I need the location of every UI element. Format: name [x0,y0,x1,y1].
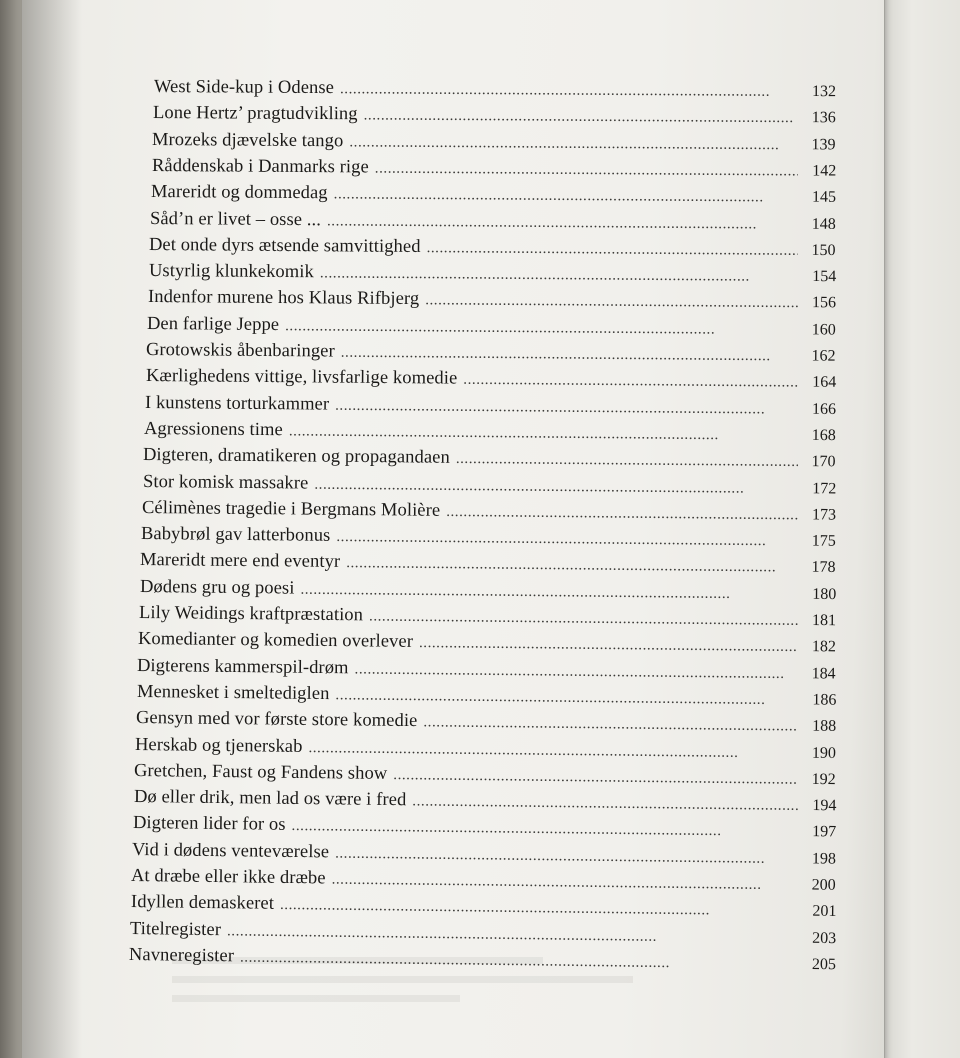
toc-entry-title: Grotowskis åbenbaringer [146,340,336,362]
toc-entry-title: Komedianter og komedien overlever [137,629,414,653]
toc-leader-dots [335,684,798,711]
toc-entry [149,260,836,287]
toc-entry-title: Digterens kammerspil-drøm [137,655,350,678]
toc-leader-dots [456,448,798,473]
toc-entry [146,339,836,367]
toc-entry-page: 175 [811,532,837,550]
toc-entry [133,786,836,816]
toc-leader-dots [340,78,798,103]
toc-leader-dots [419,632,798,658]
toc-entry-page: 166 [811,400,837,418]
toc-entry-page: 201 [811,903,837,921]
toc-leader-dots [291,815,798,843]
toc-leader-dots [463,369,798,394]
toc-leader-dots [319,262,798,288]
toc-entry-page: 172 [811,479,837,497]
toc-entry [148,286,836,313]
toc-entry-page: 154 [811,268,837,286]
toc-entry-title: Digteren, dramatikeren og propagandaen [143,445,451,469]
toc-entry-title: Gretchen, Faust og Fandens show [134,760,388,784]
toc-entry [142,497,836,526]
toc-entry-page: 170 [811,453,837,471]
toc-entry-page: 162 [811,347,837,365]
toc-leader-dots [369,605,798,631]
toc-entry [143,471,837,499]
toc-entry-title: Célimènes tragedie i Bergmans Molière [141,497,441,521]
toc-leader-dots [314,473,798,499]
toc-entry-title: Dø eller drik, men lad os være i fred [133,787,407,811]
toc-entry [136,681,836,711]
toc-leader-dots [412,790,798,817]
toc-entry [154,76,836,102]
toc-entry-title: At dræbe eller ikke dræbe [131,866,327,889]
toc-entry-page: 197 [811,823,837,841]
toc-entry [147,313,836,341]
toc-entry [134,760,836,790]
toc-entry-title: Mrozeks djævelske tango [152,129,344,151]
toc-leader-dots [355,658,798,685]
toc-entry-title: Ustyrlig klunkekomik [148,261,314,283]
toc-entry-title: Råddenskab i Danmarks rige [151,155,369,178]
toc-entry-title: Indenfor murene hos Klaus Rifbjerg [147,287,420,310]
toc-leader-dots [335,394,798,420]
adjacent-page [884,0,960,1058]
toc-entry-title: Det onde dyrs ætsende samvittighed [149,234,422,257]
toc-entry [150,208,836,235]
toc-leader-dots [427,237,798,262]
toc-entry-page: 181 [811,612,837,630]
toc-entry-title: Lone Hertz’ pragtudvikling [153,103,358,125]
toc-entry [144,418,836,446]
toc-entry-title: Vid i dødens venteværelse [131,839,330,863]
toc-leader-dots [446,501,798,526]
toc-entry-page: 194 [811,797,837,815]
toc-entry-title: Lily Weidings kraftpræstation [138,603,364,626]
toc-entry-title: Digteren lider for os [132,813,286,836]
toc-entry-title: Agressionens time [144,418,284,441]
toc-entry-page: 136 [811,109,837,127]
toc-entry [143,444,836,472]
toc-entry-title: Idyllen demaskeret [130,892,274,915]
toc-entry [130,918,836,949]
toc-entry [152,129,836,155]
toc-leader-dots [364,105,798,130]
toc-leader-dots [332,869,798,897]
toc-entry [130,891,836,922]
toc-entry-page: 173 [811,506,837,524]
toc-leader-dots [300,578,798,605]
toc-entry [139,576,836,605]
toc-leader-dots [374,157,798,182]
toc-leader-dots [335,842,798,870]
toc-entry [139,602,836,631]
toc-entry-page: 203 [811,929,837,947]
toc-leader-dots [393,764,798,791]
toc-entry-page: 168 [811,426,837,445]
toc-leader-dots [240,946,798,975]
toc-entry-title: Såd’n er livet – osse ... [150,208,322,230]
toc-leader-dots [334,183,798,208]
toc-entry-title: Den farlige Jeppe [147,313,280,335]
toc-leader-dots [279,894,798,923]
toc-entry [146,365,836,393]
toc-entry [132,839,836,870]
toc-entry [137,655,836,685]
toc-entry-page: 186 [811,691,837,709]
toc-entry-page: 192 [811,770,837,789]
toc-entry-title: Babybrøl gav latterbonus [141,524,331,546]
toc-entry-page: 142 [811,162,837,180]
toc-entry-title: Kærlighedens vittige, livsfarlige komedie [145,366,458,389]
toc-entry-page: 188 [811,717,837,736]
toc-entry-title: Mareridt og dommedag [150,182,328,204]
toc-leader-dots [308,737,798,765]
toc-entry-page: 180 [811,585,837,603]
toc-leader-dots [336,526,798,552]
toc-entry-title: Titelregister [129,918,221,940]
toc-entry-page: 198 [811,850,837,868]
toc-entry [135,734,836,764]
toc-entry-title: West Side-kup i Odense [153,77,335,99]
toc-entry-page: 190 [811,744,837,762]
toc-entry-title: I kunstens torturkammer [144,392,330,415]
toc-leader-dots [341,342,798,368]
toc-entry-title: Navneregister [128,945,235,967]
toc-entry-page: 184 [811,664,837,683]
toc-entry-page: 205 [811,955,837,974]
toc-entry-title: Herskab og tjenerskab [134,734,303,757]
toc-entry [145,392,836,420]
toc-leader-dots [285,315,798,341]
toc-entry-page: 150 [811,241,837,259]
toc-leader-dots [425,290,798,315]
toc-leader-dots [346,552,798,578]
toc-entry-page: 178 [811,559,837,577]
toc-entry [136,707,836,737]
toc-leader-dots [289,420,798,447]
toc-entry [151,181,836,208]
toc-entry-page: 160 [811,321,837,339]
toc-entry-title: Stor komisk massakre [142,471,309,494]
toc-entry [138,628,836,657]
toc-entry-page: 182 [811,638,837,656]
toc-entry [141,523,836,552]
toc-entry [153,102,836,128]
toc-entry-title: Mennesket i smeltediglen [136,681,330,705]
toc-entry-page: 139 [811,135,837,154]
toc-leader-dots [423,711,798,737]
toc-entry-page: 145 [811,188,837,206]
toc-entry [149,234,836,261]
toc-leader-dots [327,210,798,235]
toc-entry-title: Dødens gru og poesi [139,576,295,599]
toc-entry-title: Gensyn med vor første store komedie [135,708,418,732]
toc-entry [152,155,836,182]
toc-entry-page: 200 [811,876,837,894]
toc-entry-title: Mareridt mere end eventyr [140,550,341,573]
toc-entry-page: 132 [811,83,837,101]
toc-entry-page: 148 [811,215,837,233]
toc-entry-page: 156 [811,294,837,312]
toc-entry [133,812,836,842]
toc-entry [131,865,836,896]
toc-entry [140,549,836,578]
toc-leader-dots [350,131,798,156]
toc-entry-page: 164 [811,373,837,392]
toc-leader-dots [227,920,798,949]
